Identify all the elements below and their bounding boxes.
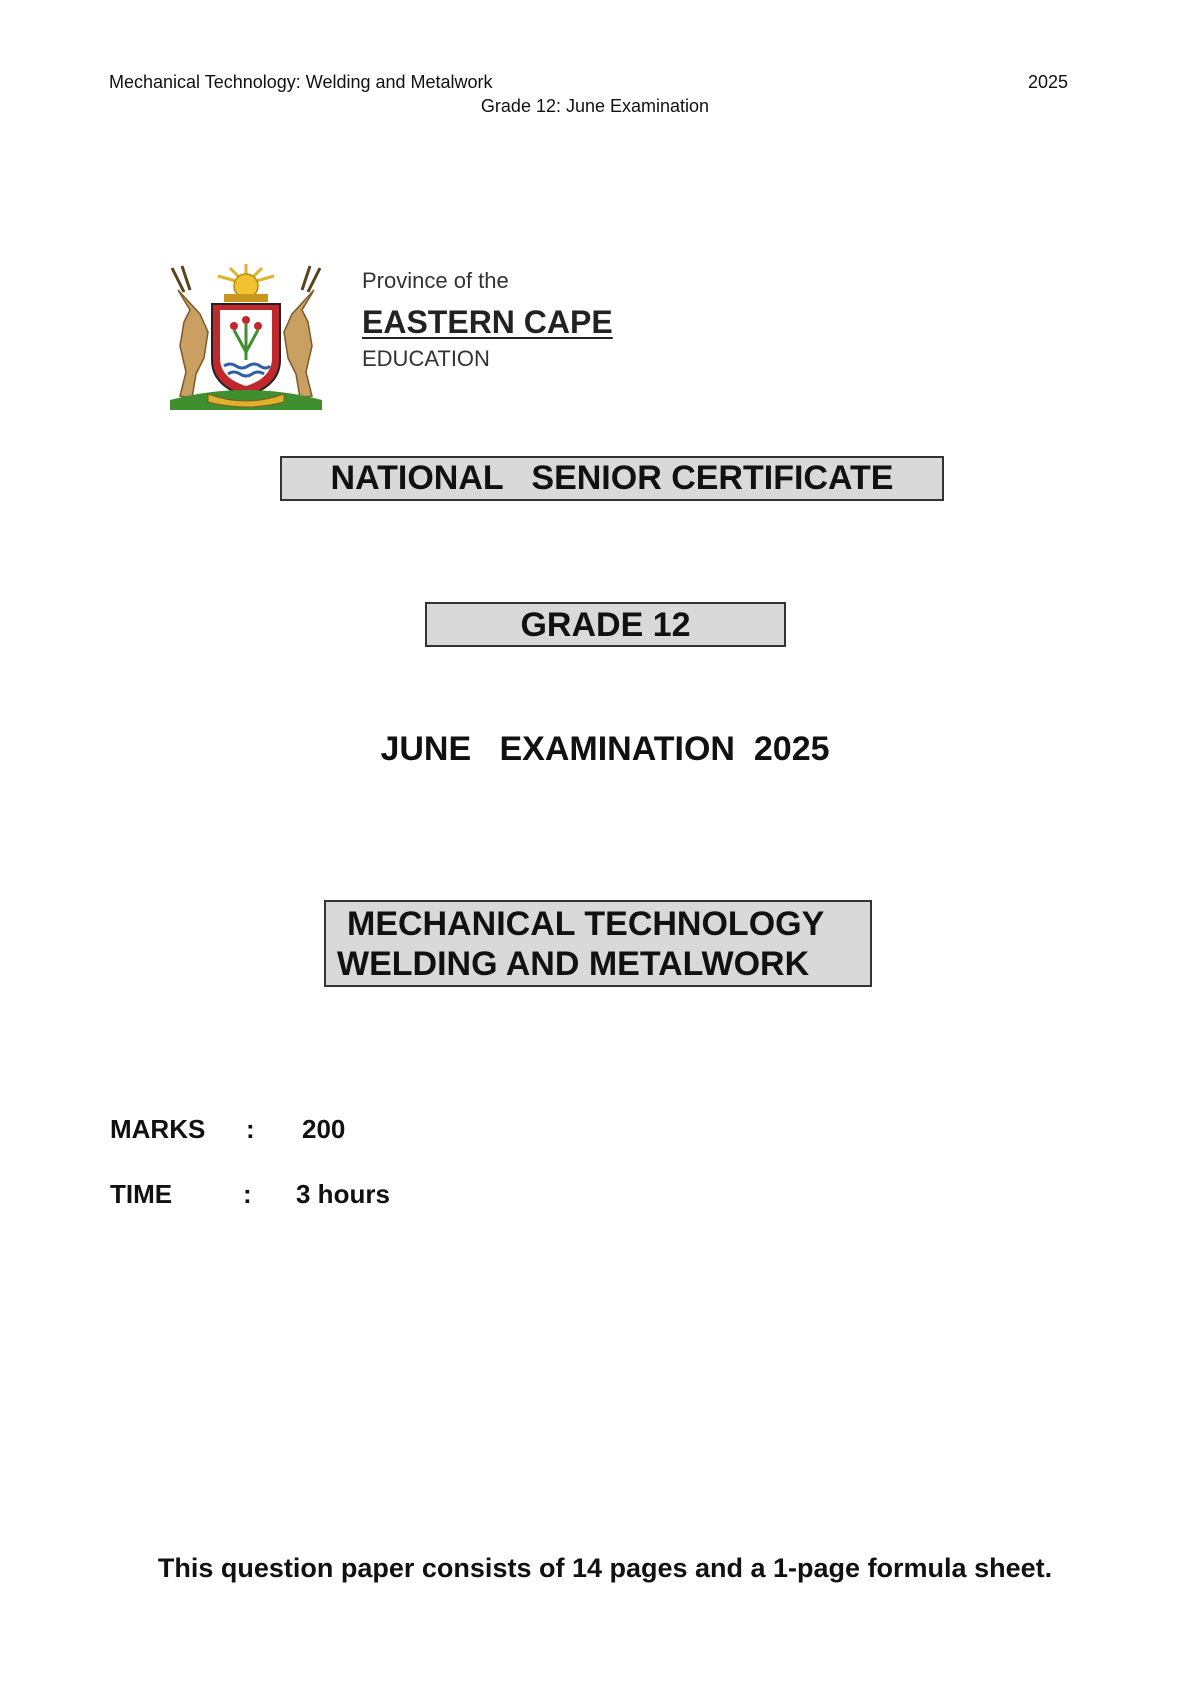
coat-of-arms-icon [150,262,342,412]
exam-title: JUNE EXAMINATION 2025 [380,730,830,768]
time-colon: : [243,1179,252,1209]
province-line: Province of the [362,268,509,293]
marks-colon: : [246,1114,255,1144]
page-count-note: This question paper consists of 14 pages and a 1-page formula sheet. [157,1553,1053,1583]
header-subject-line: Mechanical Technology: Welding and Metalwork [109,72,493,92]
header-subtitle: Grade 12: June Examination [480,96,710,116]
province-name: EASTERN CAPE [362,304,613,340]
subject-box [324,900,872,987]
marks-label: MARKS [110,1114,206,1144]
grade-label: GRADE 12 [425,602,786,647]
time-label: TIME [110,1179,173,1209]
time-value: 3 hours [296,1179,390,1209]
marks-value: 200 [302,1114,346,1144]
subject-line-2: WELDING AND METALWORK [337,945,810,983]
header-year: 2025 [1028,72,1069,92]
certificate-title: NATIONAL SENIOR CERTIFICATE [280,456,944,501]
department-name: EDUCATION [362,346,490,371]
subject-line-1: MECHANICAL TECHNOLOGY [347,905,825,943]
